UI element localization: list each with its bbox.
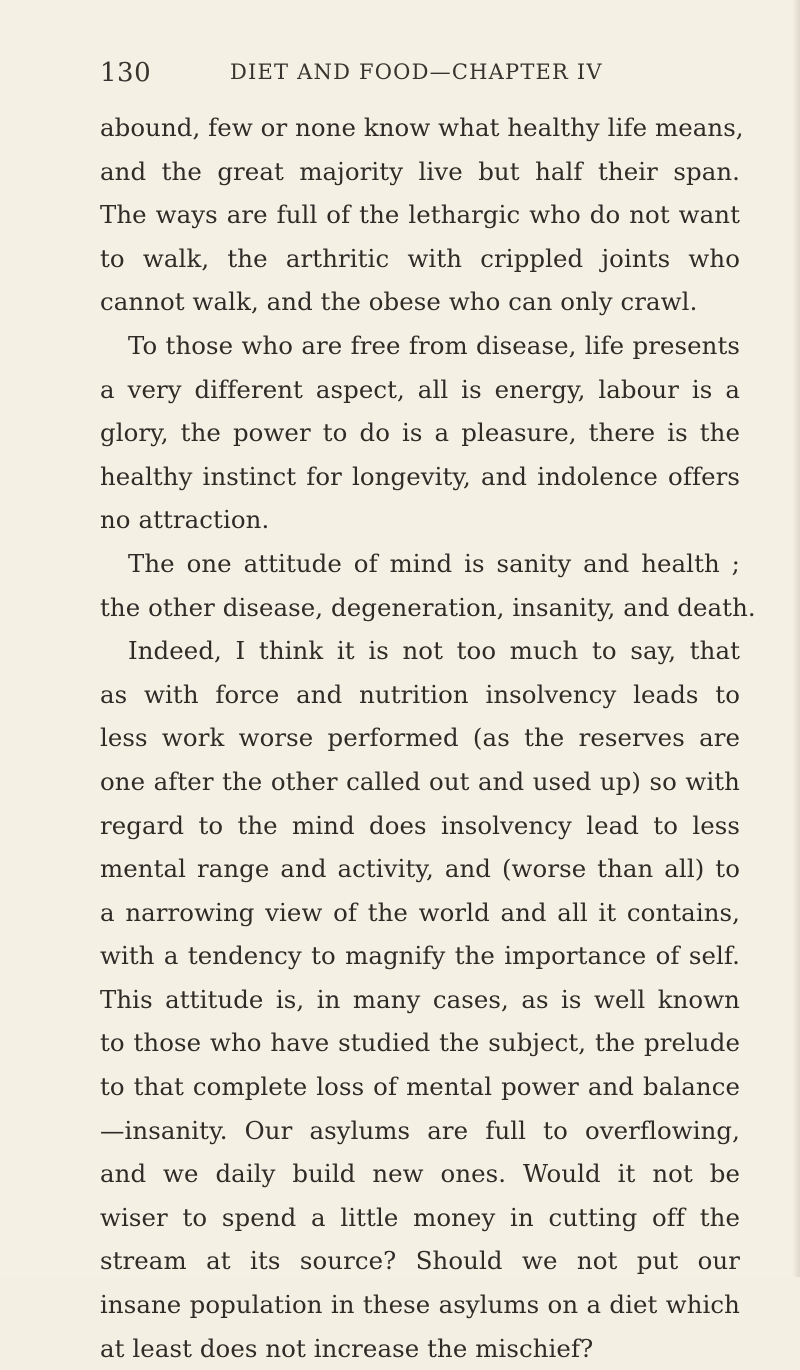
text-line: to walk, the arthritic with crippled joints who bbox=[100, 243, 740, 273]
page-edge-shadow bbox=[792, 0, 800, 1277]
text-line: regard to the mind does insolvency lead to less bbox=[100, 810, 740, 840]
paragraph-first-line: The one attitude of mind is sanity and health ; bbox=[128, 548, 740, 578]
text-line: This attitude is, in many cases, as is well known bbox=[100, 984, 740, 1014]
text-line: to that complete loss of mental power and balance bbox=[100, 1072, 740, 1102]
text-line: healthy instinct for longevity, and indolence offers bbox=[100, 461, 740, 491]
text-line: the other disease, degeneration, insanity, and death. bbox=[100, 592, 756, 622]
text-line: The ways are full of the lethargic who do not want bbox=[100, 200, 740, 230]
text-line: one after the other called out and used up) so with bbox=[100, 766, 740, 796]
page-header bbox=[100, 58, 740, 98]
body-text bbox=[100, 106, 756, 1370]
text-line: less work worse performed (as the reserves are bbox=[100, 723, 740, 753]
text-line: and the great majority live but half their span. bbox=[100, 156, 740, 186]
text-line: and we daily build new ones. Would it not be bbox=[100, 1159, 740, 1189]
text-line: wiser to spend a little money in cutting off the bbox=[100, 1202, 740, 1232]
text-line: abound, few or none know what healthy life means, bbox=[100, 113, 744, 142]
paragraph-first-line: Indeed, I think it is not too much to say, that bbox=[128, 636, 740, 666]
text-line: a very different aspect, all is energy, labour is a bbox=[100, 374, 740, 404]
text-line: at least does not increase the mischief? bbox=[100, 1333, 594, 1363]
text-line: no attraction. bbox=[100, 505, 270, 535]
page-number: 130 bbox=[100, 58, 152, 88]
text-line: with a tendency to magnify the importance of self. bbox=[100, 941, 740, 971]
text-line: insane population in these asylums on a diet which bbox=[100, 1290, 740, 1320]
text-line: —insanity. Our asylums are full to overflowing, bbox=[100, 1115, 740, 1145]
text-line: as with force and nutrition insolvency leads to bbox=[100, 679, 740, 709]
text-line: glory, the power to do is a pleasure, there is the bbox=[100, 418, 740, 448]
text-line: stream at its source? Should we not put our bbox=[100, 1246, 740, 1276]
running-head: DIET AND FOOD—CHAPTER IV bbox=[230, 60, 603, 84]
text-line: to those who have studied the subject, the prelude bbox=[100, 1028, 740, 1058]
text-line: cannot walk, and the obese who can only crawl. bbox=[100, 287, 698, 317]
text-line: mental range and activity, and (worse than all) to bbox=[100, 854, 740, 884]
text-line: a narrowing view of the world and all it contains, bbox=[100, 897, 740, 927]
paragraph-first-line: To those who are free from disease, life presents bbox=[128, 330, 740, 360]
